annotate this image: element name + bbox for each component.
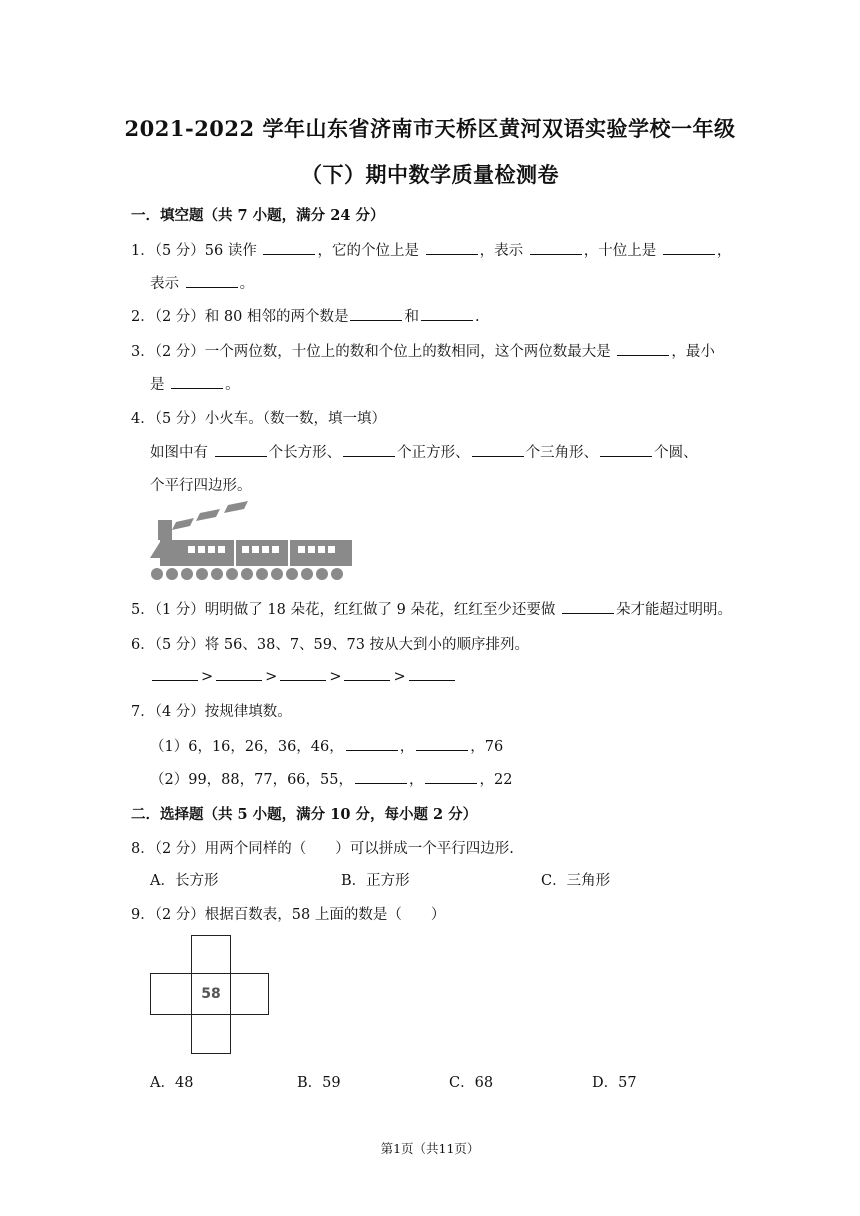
question-8: 8．（2 分）用两个同样的（ ）可以拼成一个平行四边形.: [131, 841, 514, 857]
wheel-circle: [301, 568, 313, 580]
question-5: 5．（1 分）明明做了 18 朵花，红红做了 9 朵花，红红至少还要做 朵才能超过明明。: [131, 598, 732, 619]
wheel-circle: [151, 568, 163, 580]
window-square: [252, 546, 259, 553]
grid-cell-right: [230, 973, 269, 1015]
page-footer: 第1页（共11页）: [380, 1141, 480, 1156]
wheel-circle: [196, 568, 208, 580]
answer-blank[interactable]: [416, 736, 468, 751]
question-1-line-1: 1．（5 分）56 读作 ，它的个位上是 ，表示 ，十位上是 ，: [131, 239, 731, 260]
smoke-parallelogram: [172, 518, 194, 530]
window-square: [262, 546, 269, 553]
window-square: [242, 546, 249, 553]
answer-blank[interactable]: [421, 306, 473, 321]
wheel-circle: [316, 568, 328, 580]
question-4-heading: 4．（5 分）小火车。（数一数，填一填）: [131, 411, 387, 427]
front-triangle: [150, 542, 160, 558]
option-a[interactable]: A．长方形: [150, 873, 219, 889]
answer-blank[interactable]: [562, 599, 614, 614]
train-figure: [148, 500, 358, 584]
engine-rectangle: [160, 540, 182, 566]
option-c[interactable]: C．三角形: [541, 873, 611, 889]
answer-blank[interactable]: [426, 240, 478, 255]
wheel-circle: [241, 568, 253, 580]
section-1-heading: 一．填空题（共 7 小题，满分 24 分）: [131, 207, 385, 224]
title-line-1: 2021-2022 学年山东省济南市天桥区黄河双语实验学校一年级: [124, 116, 736, 141]
window-square: [218, 546, 225, 553]
grid-cell-left: [150, 973, 192, 1015]
window-square: [272, 546, 279, 553]
option-a[interactable]: A．48: [150, 1075, 194, 1091]
question-9: 9．（2 分）根据百数表，58 上面的数是（ ）: [131, 907, 446, 923]
question-3-line-1: 3．（2 分）一个两位数，十位上的数和个位上的数相同，这个两位数最大是 ，最小: [131, 340, 715, 361]
window-square: [298, 546, 305, 553]
answer-blank[interactable]: [215, 442, 267, 457]
answer-blank[interactable]: [350, 306, 402, 321]
answer-blank[interactable]: [263, 240, 315, 255]
title-line-2: （下）期中数学质量检测卷: [301, 162, 559, 187]
question-6-answer-row: > > > >: [150, 666, 457, 685]
window-square: [318, 546, 325, 553]
option-b[interactable]: B．59: [297, 1075, 341, 1091]
wheel-circle: [331, 568, 343, 580]
window-square: [328, 546, 335, 553]
grid-cell-bottom: [191, 1014, 231, 1054]
wheel-circle: [166, 568, 178, 580]
wheel-circle: [181, 568, 193, 580]
answer-blank[interactable]: [343, 442, 395, 457]
wheel-circle: [226, 568, 238, 580]
answer-blank[interactable]: [530, 240, 582, 255]
window-square: [208, 546, 215, 553]
answer-blank[interactable]: [346, 736, 398, 751]
wheel-circle: [286, 568, 298, 580]
option-c[interactable]: C．68: [449, 1075, 494, 1091]
answer-blank[interactable]: [600, 442, 652, 457]
answer-blank[interactable]: [171, 374, 223, 389]
answer-blank[interactable]: [280, 666, 326, 681]
section-2-heading: 二．选择题（共 5 小题，满分 10 分，每小题 2 分）: [131, 806, 478, 823]
option-d[interactable]: D．57: [592, 1075, 637, 1091]
question-1-line-2: 表示 。: [150, 272, 254, 293]
question-3-line-2: 是 。: [150, 373, 240, 394]
answer-blank[interactable]: [409, 666, 455, 681]
smoke-parallelogram: [224, 501, 248, 513]
wheel-circle: [271, 568, 283, 580]
answer-blank[interactable]: [663, 240, 715, 255]
answer-blank[interactable]: [617, 341, 669, 356]
question-4-line-2: 如图中有 个长方形、 个正方形、 个三角形、 个圆、: [150, 441, 698, 462]
answer-blank[interactable]: [472, 442, 524, 457]
chimney-rectangle: [158, 520, 172, 540]
question-4-line-3: 个平行四边形。: [150, 478, 252, 494]
question-6: 6．（5 分）将 56、38、7、59、73 按从大到小的顺序排列。: [131, 637, 530, 653]
grid-cell-center: 58: [191, 973, 231, 1015]
question-2: 2．（2 分）和 80 相邻的两个数是 和 .: [131, 305, 480, 326]
window-square: [308, 546, 315, 553]
question-7-row-1: （1）6，16，26，36，46， ， ，76: [150, 735, 503, 756]
answer-blank[interactable]: [186, 273, 238, 288]
question-7: 7．（4 分）按规律填数。: [131, 704, 292, 720]
answer-blank[interactable]: [216, 666, 262, 681]
wheel-circle: [211, 568, 223, 580]
window-square: [198, 546, 205, 553]
window-square: [188, 546, 195, 553]
wheel-circle: [256, 568, 268, 580]
question-7-row-2: （2）99，88，77，66，55， ， ，22: [150, 768, 512, 789]
answer-blank[interactable]: [152, 666, 198, 681]
answer-blank[interactable]: [425, 769, 477, 784]
grid-cell-top: [191, 935, 231, 974]
answer-blank[interactable]: [344, 666, 390, 681]
answer-blank[interactable]: [355, 769, 407, 784]
smoke-parallelogram: [196, 509, 220, 521]
option-b[interactable]: B．正方形: [341, 873, 410, 889]
